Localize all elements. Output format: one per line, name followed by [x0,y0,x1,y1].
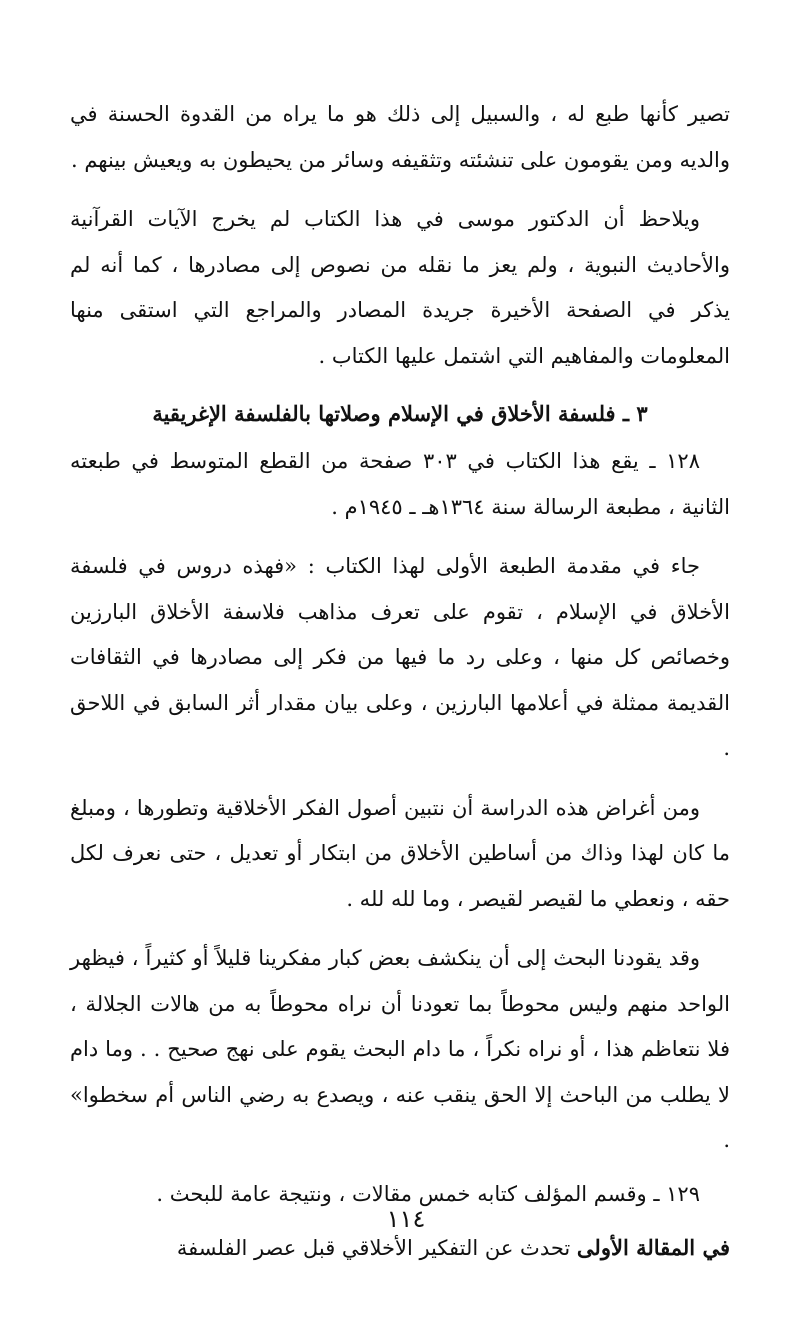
paragraph-introduction-quote: جاء في مقدمة الطبعة الأولى لهذا الكتاب : «فهذه دروس في فلسفة الأخلاق في الإسلام ، تقوم على تعرف مذاهب فلاسفة الأخلاق البارزين وخصائص كل منها ، وعلى رد ما فيها من فكر إلى مصادرها في الثقافات القديمة ممثلة في أعلامها البارزين ، وعلى بيان مقدار أثر السابق في اللاحق . [70,554,730,760]
paragraph-continuation: تصير كأنها طبع له ، والسبيل إلى ذلك هو ما يراه من القدوة الحسنة في والديه ومن يقومون على تنشئته وتثقيفه وسائر من يحيطون به ويعيش بينهم . [70,102,730,172]
paragraph-128: ١٢٨ ـ يقع هذا الكتاب في ٣٠٣ صفحة من القطع المتوسط في طبعته الثانية ، مطبعة الرسالة سنة ١٣٦٤هـ ـ ١٩٤٥م . [70,449,730,519]
paragraph-research-path: وقد يقودنا البحث إلى أن ينكشف بعض كبار مفكرينا قليلاً أو كثيراً ، فيظهر الواحد منهم وليس محوطاً بما تعودنا أن نراه محوطاً به من هالات الجلالة ، فلا نتعاظم هذا ، أو نراه نكراً ، ما دام البحث يقوم على نهج صحيح . . وما دام لا يطلب من الباحث إلا الحق ينقب عنه ، ويصدع به رضي الناس أم سخطوا» . [70,946,730,1152]
section-heading: ٣ ـ فلسفة الأخلاق في الإسلام وصلاتها بالفلسفة الإغريقية [152,401,648,426]
first-article-text: تحدث عن التفكير الأخلاقي قبل عصر الفلسفة [176,1236,577,1260]
paragraph-note-on-sources: ويلاحظ أن الدكتور موسى في هذا الكتاب لم يخرج الآيات القرآنية والأحاديث النبوية ، ولم يعز ما نقله من نصوص إلى مصادرها ، كما أنه لم يذكر في الصفحة الأخيرة جريدة المصادر والمراجع التي استقى منها المعلومات والمفاهيم التي اشتمل عليها الكتاب . [70,207,730,368]
paragraph-129: ١٢٩ ـ وقسم المؤلف كتابه خمس مقالات ، ونتيجة عامة للبحث . [156,1181,700,1206]
page-body [70,92,730,1272]
page-number: ١١٤ [386,1205,426,1233]
first-article-label: في المقالة الأولى [576,1235,730,1260]
paragraph-study-goals: ومن أغراض هذه الدراسة أن نتبين أصول الفكر الأخلاقية وتطورها ، ومبلغ ما كان لهذا وذاك من أساطين الأخلاق من ابتكار أو تعديل ، حتى نعرف لكل حقه ، ونعطي ما لقيصر لقيصر ، وما لله لله . [70,795,730,911]
